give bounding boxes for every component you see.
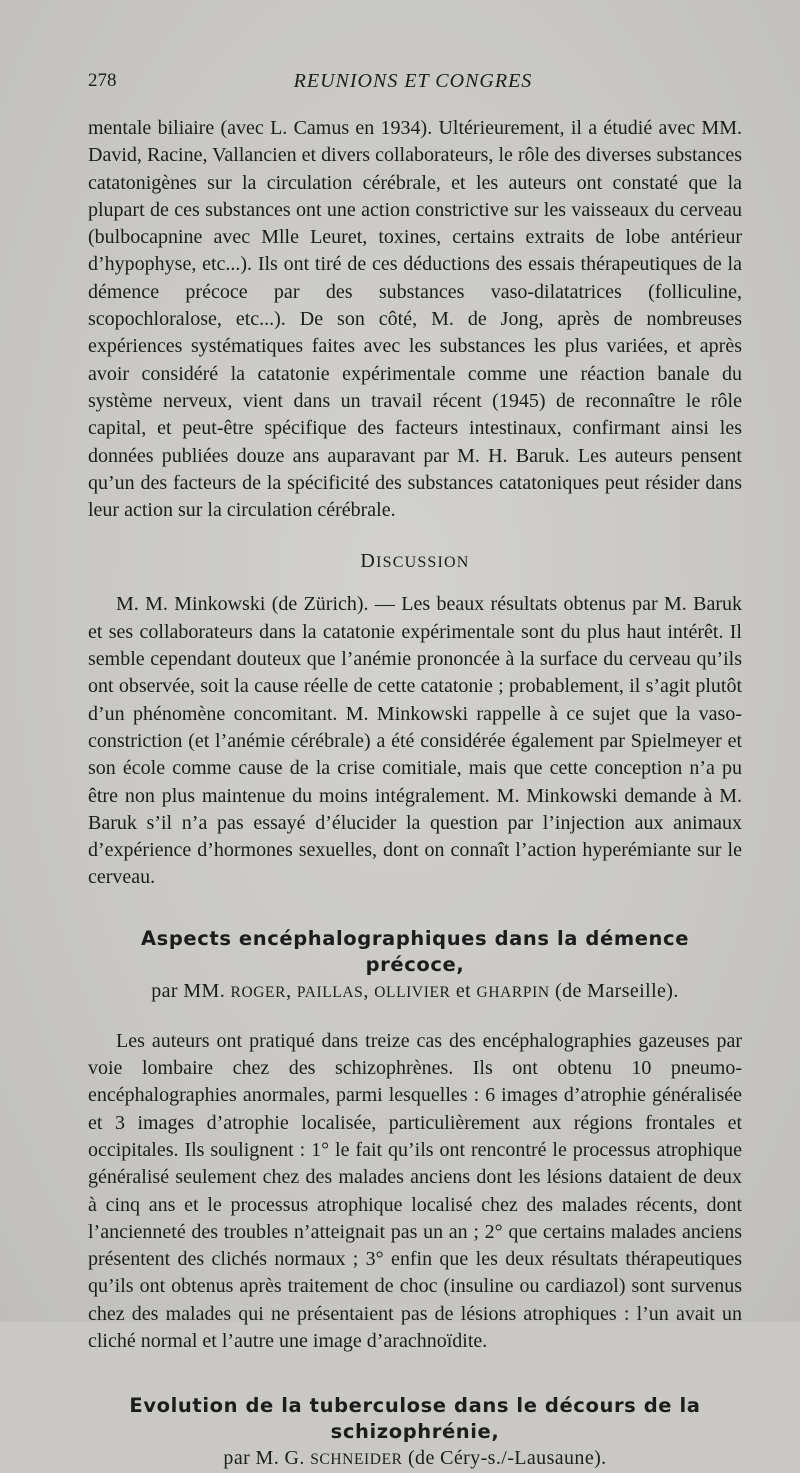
author-name: OLLIVIER	[374, 983, 451, 1001]
running-head: REUNIONS ET CONGRES	[293, 70, 533, 92]
author-name: ROGER	[230, 983, 287, 1001]
abstract-title-encephalography: Aspects encéphalographiques dans la démence précoce,	[140, 926, 690, 976]
discussion-heading: DISCUSSION	[360, 550, 470, 573]
author-name: GHARPIN	[476, 983, 550, 1001]
abstract-byline-tuberculosis: par M. G. SCHNEIDER (de Céry-s./-Lausaune).	[223, 1447, 607, 1470]
page-number: 278	[88, 70, 117, 91]
discussion-paragraph: M. M. Minkowski (de Zürich). — Les beaux résultats obtenus par M. Baruk et ses collaborateurs dans la catatonie expérimentale sont du plus haut intérêt. Il semble cependant douteux que l’anémie prononcée à la surface du cerveau qu’ils ont observée, soit la cause réelle de cette catatonie ; probablement, il s’agit plutôt d’un phénomène concomitant. M. Minkowski rappelle à ce sujet que la vaso-constriction (et l’anémie cérébrale) a été considérée également par Spielmeyer et son école comme cause de la crise comitiale, mais que cette conception n’a pu être non plus maintenue du moins intégralement. M. Minkowski demande à M. Baruk s’il n’a pas essayé d’élucider la question par l’injection aux animaux d’expérience d’hormones sexuelles, dont on connaît l’action hyperémiante sur le cerveau.	[88, 593, 742, 889]
page-body	[88, 115, 742, 1473]
abstract-paragraph-encephalography: Les auteurs ont pratiqué dans treize cas des encéphalographies gazeuses par voie lombaire chez des schizophrènes. Ils ont obtenu 10 pneumo-encéphalographies anormales, parmi lesquelles : 6 images d’atrophie généralisée et 3 images d’atrophie localisée, particulièrement aux régions frontales et occipitales. Ils soulignent : 1° le fait qu’ils ont rencontré le processus atrophique généralisé seulement chez des malades anciens dont les lésions dataient de deux à cinq ans et le processus atrophique localisé chez des malades récents, dont l’ancienneté des troubles n’atteignait pas un an ; 2° que certains malades anciens présentent des clichés normaux ; 3° enfin que les deux résultats thérapeutiques qu’ils ont obtenus après traitement de choc (insuline ou cardiazol) sont survenus chez des malades qui ne présentaient pas de lésions atrophiques : l’un avait un cliché normal et l’autre une image d’arachnoïdite.	[88, 1029, 742, 1352]
author-name: PAILLAS	[296, 983, 364, 1001]
author-name: SCHNEIDER	[310, 1451, 403, 1469]
abstract-title-tuberculosis: Evolution de la tuberculose dans le décours de la schizophrénie,	[129, 1394, 701, 1444]
page-header	[88, 70, 738, 100]
abstract-byline-encephalography: par MM. ROGER, PAILLAS, OLLIVIER et GHARPIN (de Marseille).	[151, 979, 679, 1002]
continued-paragraph: mentale biliaire (avec L. Camus en 1934). Ultérieurement, il a étudié avec MM. David, Racine, Vallancien et divers collaborateurs, le rôle des diverses substances catatonigènes sur la circulation cérébrale, et les auteurs ont constaté que la plupart de ces substances ont une action constrictive sur les vaisseaux du cerveau (bulbocapnine avec Mlle Leuret, toxines, certains extraits de lobe antérieur d’hypophyse, etc...). Ils ont tiré de ces déductions des essais thérapeutiques de la démence précoce par des substances vaso-dilatatrices (folliculine, scopochloralose, etc...). De son côté, M. de Jong, après de nombreuses expériences systématiques faites avec les substances les plus variées, et après avoir considéré la catatonie expérimentale comme une réaction banale du système nerveux, vient dans un travail récent (1945) de reconnaître le rôle capital, et peut-être spécifique des facteurs intestinaux, confirmant ainsi les données publiées douze ans auparavant par M. H. Baruk. Les auteurs pensent qu’un des facteurs de la spécificité des substances catatoniques peut résider dans leur action sur la circulation cérébrale.	[88, 117, 742, 522]
